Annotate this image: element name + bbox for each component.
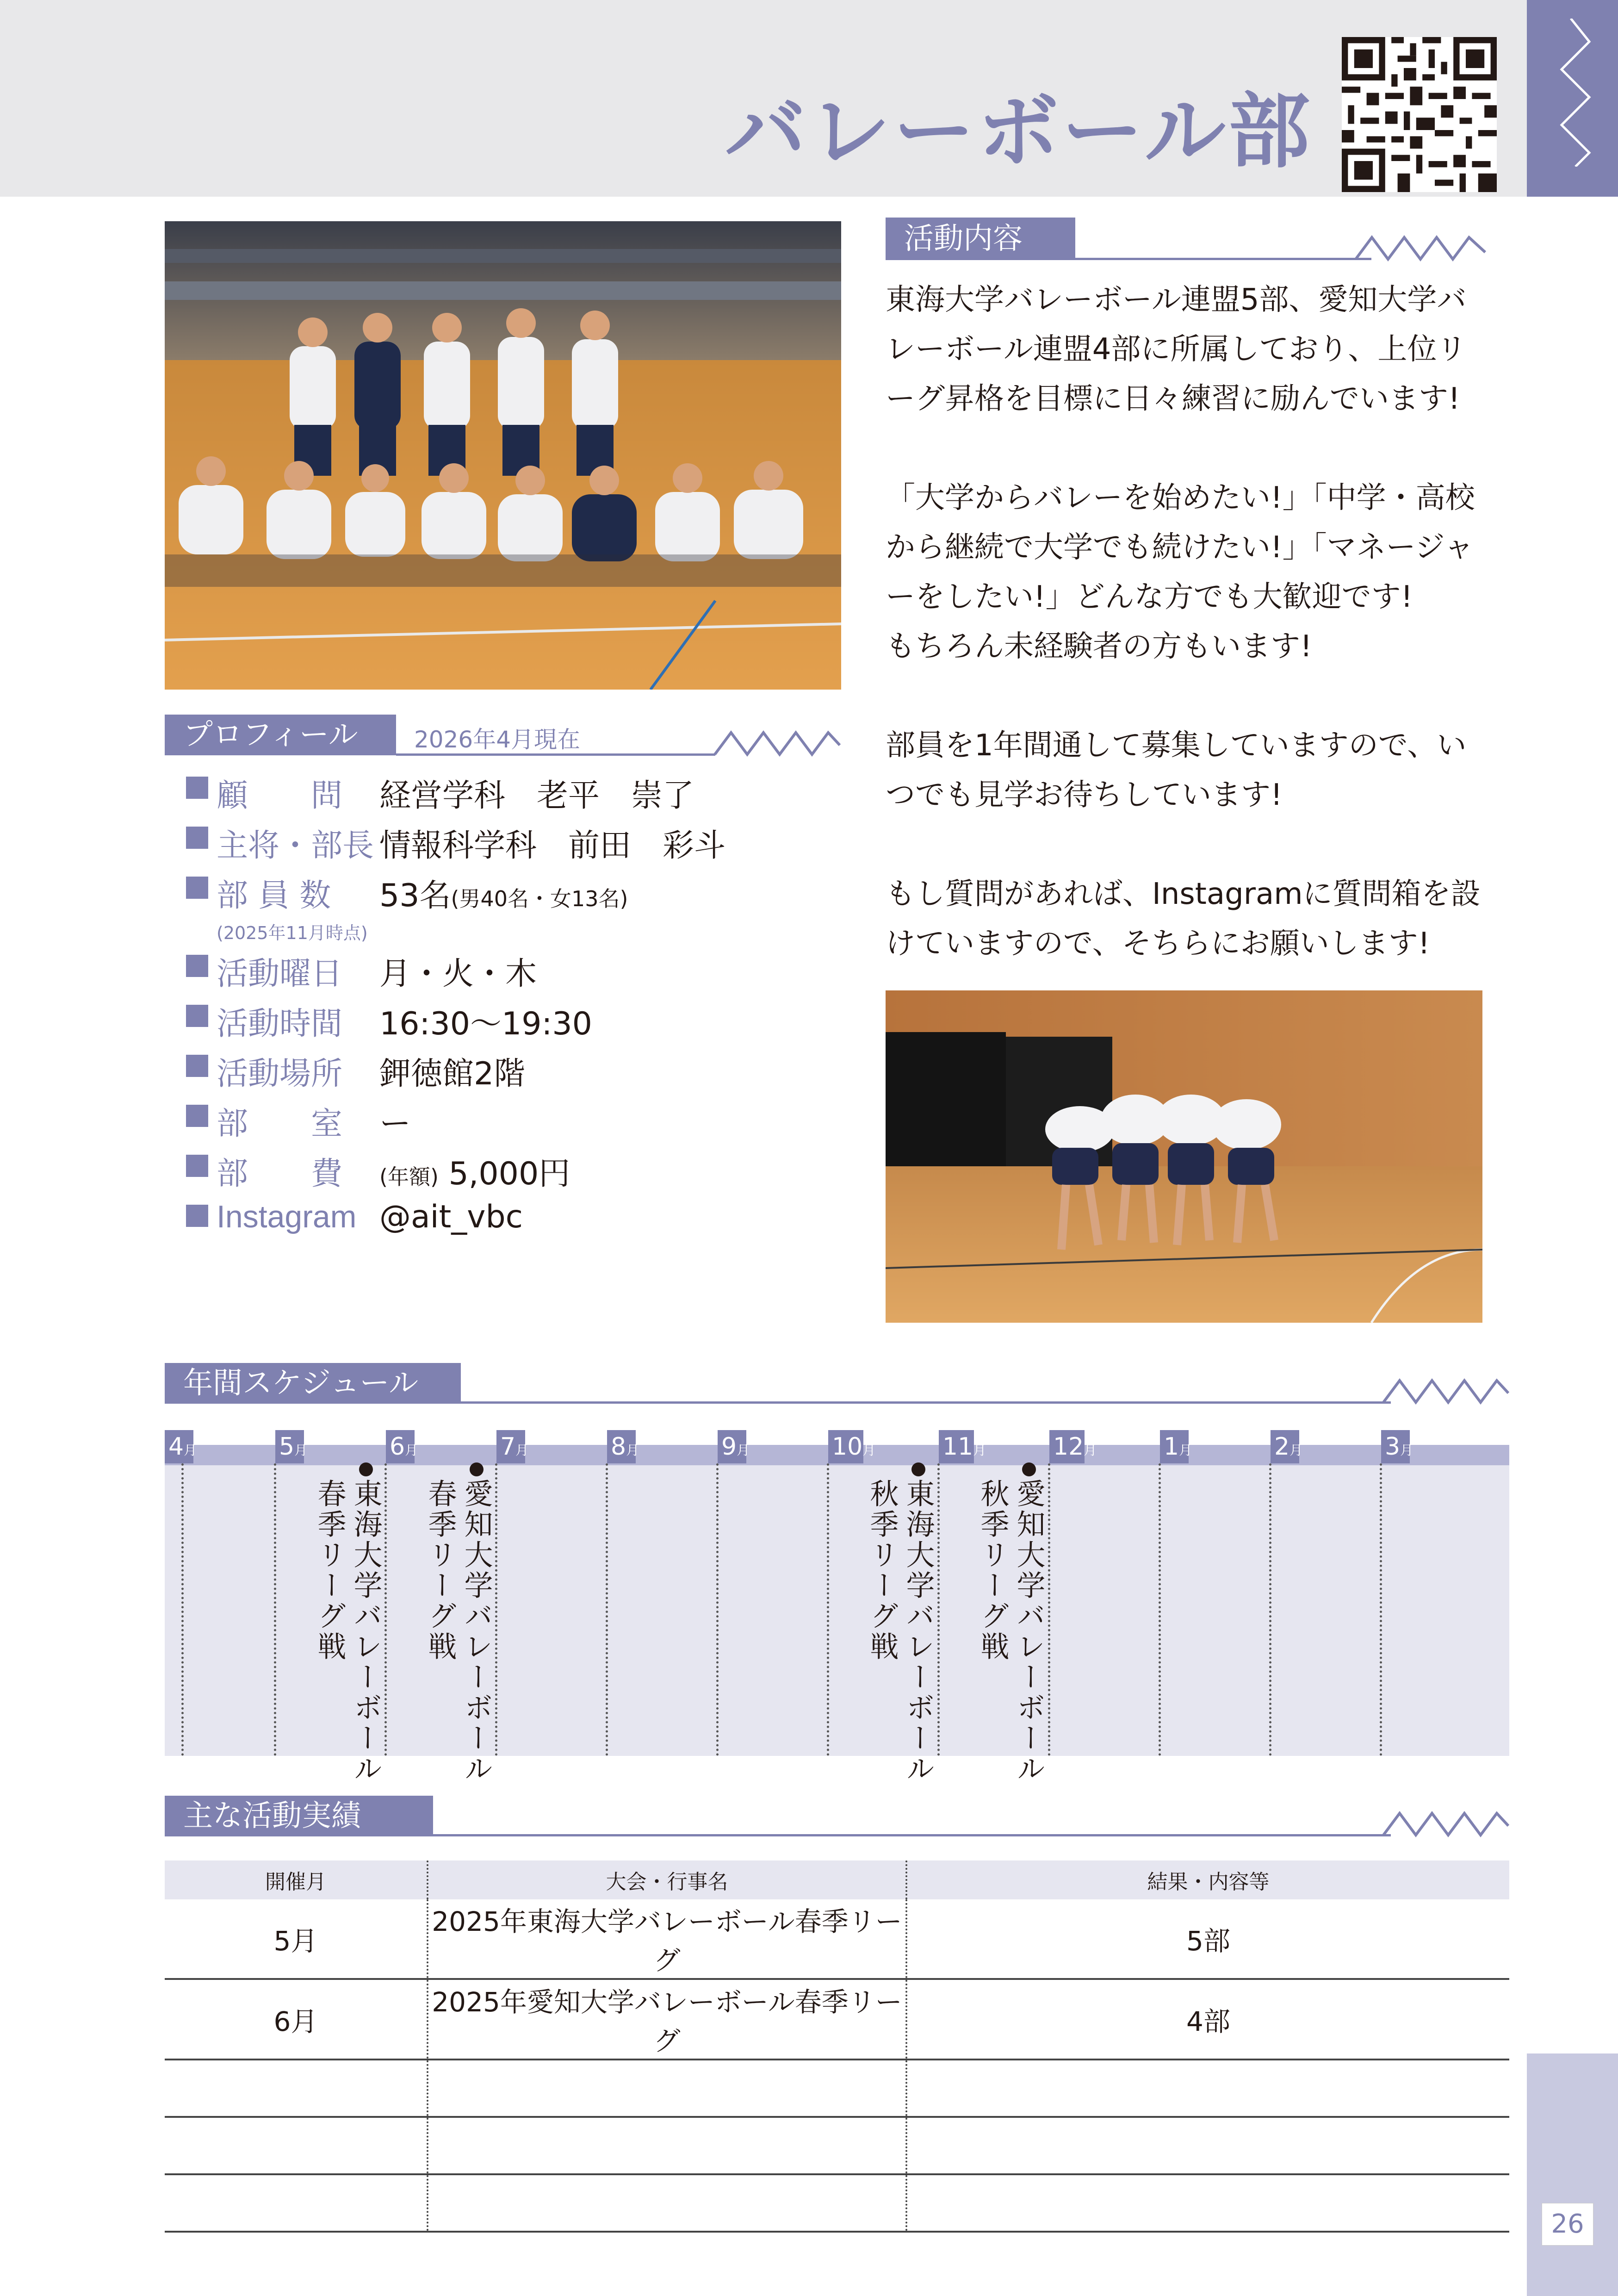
profile-row-days [186, 949, 537, 995]
profile-heading: プロフィール [165, 715, 396, 755]
event-type: 秋季リーグ戦 [976, 1479, 1010, 1662]
square-bullet-icon [186, 1105, 208, 1127]
month-tab [1381, 1430, 1413, 1463]
activity-paragraph: もし質問があれば、Instagramに質問箱を設けていますので、そちらにお願いします! [886, 877, 1481, 961]
month-number: 2 [1274, 1433, 1290, 1461]
schedule-heading-line [461, 1401, 1391, 1404]
column-header: 開催月 [165, 1860, 428, 1899]
profile-row-members [186, 871, 628, 917]
event-dot-icon [359, 1462, 373, 1476]
table-cell: 4部 [906, 1979, 1509, 2060]
table-row [165, 2117, 1509, 2174]
month-tab [828, 1430, 876, 1463]
month-number: 4 [168, 1433, 184, 1461]
profile-label: 顧 問 [217, 778, 343, 814]
month-unit: 月 [1400, 1443, 1413, 1458]
column-header: 大会・行事名 [428, 1860, 906, 1899]
profile-value: 情報科学科 前田 彩斗 [379, 828, 726, 864]
table-cell [165, 2060, 428, 2117]
month-unit: 月 [626, 1443, 639, 1458]
schedule-heading: 年間スケジュール [165, 1363, 461, 1404]
month-number: 10 [832, 1433, 863, 1461]
huddle-photo [886, 990, 1482, 1323]
month-tab [1160, 1430, 1192, 1463]
table-cell: 5部 [906, 1899, 1509, 1979]
event-name: 東海大学バレーボール [901, 1479, 935, 1784]
table-cell [165, 2117, 428, 2174]
month-unit: 月 [1289, 1443, 1303, 1458]
event-type: 秋季リーグ戦 [865, 1479, 899, 1662]
side-tab-bottom [1527, 2053, 1618, 2296]
zigzag-decoration-icon [715, 729, 840, 757]
page-title: バレーボール部 [725, 84, 1313, 179]
month-unit: 月 [1084, 1443, 1097, 1458]
month-unit: 月 [973, 1443, 986, 1458]
profile-value [379, 871, 628, 915]
profile-label: 主将・部長 [217, 828, 374, 864]
member-breakdown: (男40名・女13名) [451, 886, 628, 911]
schedule-event [974, 1479, 1047, 1784]
month-divider [384, 1463, 387, 1756]
month-unit: 月 [184, 1443, 197, 1458]
table-cell: 2025年東海大学バレーボール春季リーグ [428, 1899, 906, 1979]
profile-value: ー [379, 1106, 411, 1142]
month-number: 6 [390, 1433, 405, 1461]
profile-label: 部 費 [217, 1156, 343, 1192]
table-cell: 2025年愛知大学バレーボール春季リーグ [428, 1979, 906, 2060]
month-tab [165, 1430, 197, 1463]
square-bullet-icon [186, 1205, 208, 1227]
schedule-event [422, 1479, 494, 1784]
activity-description [886, 275, 1492, 969]
profile-value: 鉀徳館2階 [379, 1056, 526, 1092]
table-header-row [165, 1860, 1509, 1899]
month-unit: 月 [862, 1443, 876, 1458]
profile-label: 活動場所 [217, 1056, 343, 1092]
table-row [165, 1979, 1509, 2060]
month-divider [1269, 1463, 1271, 1756]
event-dot-icon [1022, 1462, 1036, 1476]
month-tab [275, 1430, 308, 1463]
month-divider [827, 1463, 829, 1756]
square-bullet-icon [186, 1155, 208, 1177]
month-number: 5 [279, 1433, 295, 1461]
achievements-table [165, 1860, 1509, 2233]
table-cell [428, 2174, 906, 2232]
square-bullet-icon [186, 1055, 208, 1077]
table-cell [906, 2117, 1509, 2174]
profile-label: 部 員 数 [217, 877, 331, 914]
month-divider [716, 1463, 719, 1756]
event-name: 愛知大学バレーボール [1012, 1479, 1046, 1784]
profile-value: 月・火・木 [379, 956, 537, 992]
profile-row-hours [186, 999, 592, 1045]
square-bullet-icon [186, 1005, 208, 1027]
table-cell [428, 2117, 906, 2174]
schedule-event [311, 1479, 384, 1784]
activity-heading: 活動内容 [886, 218, 1075, 260]
month-divider [937, 1463, 940, 1756]
month-tab [607, 1430, 639, 1463]
event-type: 春季リーグ戦 [313, 1479, 347, 1662]
square-bullet-icon [186, 877, 208, 899]
profile-value [379, 1149, 570, 1194]
table-cell [906, 2174, 1509, 2232]
schedule-event [864, 1479, 936, 1784]
table-cell [428, 2060, 906, 2117]
month-number: 3 [1385, 1433, 1401, 1461]
profile-row-instagram [186, 1199, 523, 1245]
month-number: 11 [942, 1433, 973, 1461]
profile-value: 16:30〜19:30 [379, 1006, 592, 1042]
activity-paragraph: 「大学からバレーを始めたい!」「中学・高校から継続で大学でも続けたい!」「マネージャーをしたい!」どんな方でも大歓迎です! [886, 481, 1475, 614]
month-unit: 月 [515, 1443, 529, 1458]
table-cell [906, 2060, 1509, 2117]
event-name: 愛知大学バレーボール [459, 1479, 493, 1784]
profile-as-of: 2026年4月現在 [414, 726, 581, 753]
zigzag-decoration-icon [1383, 1810, 1508, 1837]
fee-amount: 5,000円 [448, 1156, 570, 1192]
table-cell [165, 2174, 428, 2232]
month-number: 9 [721, 1433, 737, 1461]
fee-period: (年額) [379, 1164, 439, 1189]
zigzag-decoration-icon [1383, 1377, 1508, 1405]
table-row [165, 2060, 1509, 2117]
profile-row-advisor [186, 771, 694, 817]
instagram-handle[interactable]: @ait_vbc [379, 1199, 523, 1235]
profile-row-clubroom [186, 1099, 411, 1145]
event-dot-icon [911, 1462, 925, 1476]
month-tab [939, 1430, 986, 1463]
event-dot-icon [470, 1462, 484, 1476]
event-name: 東海大学バレーボール [349, 1479, 383, 1784]
square-bullet-icon [186, 777, 208, 799]
activity-heading-line [1075, 258, 1371, 260]
month-number: 12 [1053, 1433, 1084, 1461]
month-divider [274, 1463, 276, 1756]
achievements-heading-line [433, 1834, 1391, 1836]
achievements-heading: 主な活動実績 [165, 1796, 433, 1836]
member-count: 53名 [379, 877, 451, 914]
month-number: 8 [611, 1433, 626, 1461]
table-row [165, 2174, 1509, 2232]
table-cell: 5月 [165, 1899, 428, 1979]
table-cell: 6月 [165, 1979, 428, 2060]
table-row [165, 1899, 1509, 1979]
activity-paragraph: もちろん未経験者の方もいます! [886, 629, 1312, 664]
month-divider [1159, 1463, 1161, 1756]
profile-value: 経営学科 老平 崇了 [379, 778, 694, 814]
activity-paragraph: 部員を1年間通して募集していますので、いつでも見学お待ちしています! [886, 728, 1467, 812]
month-tab [386, 1430, 418, 1463]
profile-label: 部 室 [217, 1106, 343, 1142]
month-tab [718, 1430, 750, 1463]
month-divider [181, 1463, 184, 1756]
profile-row-place [186, 1049, 526, 1095]
activity-paragraph: 東海大学バレーボール連盟5部、愛知大学バレーボール連盟4部に所属しており、上位リーグ昇格を目標に日々練習に励んでいます! [886, 283, 1467, 416]
page-number: 26 [1542, 2203, 1593, 2246]
side-tab [1527, 0, 1618, 197]
month-number: 7 [500, 1433, 516, 1461]
month-divider [1048, 1463, 1050, 1756]
column-header: 結果・内容等 [906, 1860, 1509, 1899]
profile-label: 活動曜日 [217, 956, 343, 992]
month-tab [496, 1430, 529, 1463]
team-photo [165, 221, 841, 690]
month-number: 1 [1164, 1433, 1179, 1461]
month-divider [495, 1463, 497, 1756]
profile-row-captain [186, 821, 726, 867]
month-unit: 月 [737, 1443, 750, 1458]
profile-label: 活動時間 [217, 1006, 343, 1042]
month-tab [1049, 1430, 1097, 1463]
profile-label: Instagram [217, 1199, 357, 1234]
month-divider [1380, 1463, 1382, 1756]
zigzag-decoration-icon [1552, 19, 1594, 167]
month-unit: 月 [294, 1443, 308, 1458]
profile-row-fee [186, 1149, 570, 1195]
member-count-note: (2025年11月時点) [217, 923, 368, 943]
qr-code-icon[interactable] [1342, 37, 1497, 192]
month-tab [1271, 1430, 1303, 1463]
month-unit: 月 [1179, 1443, 1192, 1458]
zigzag-decoration-icon [1356, 234, 1485, 261]
event-type: 春季リーグ戦 [423, 1479, 457, 1662]
square-bullet-icon [186, 827, 208, 849]
month-unit: 月 [405, 1443, 418, 1458]
profile-heading-line [396, 753, 715, 756]
month-divider [606, 1463, 608, 1756]
square-bullet-icon [186, 955, 208, 977]
